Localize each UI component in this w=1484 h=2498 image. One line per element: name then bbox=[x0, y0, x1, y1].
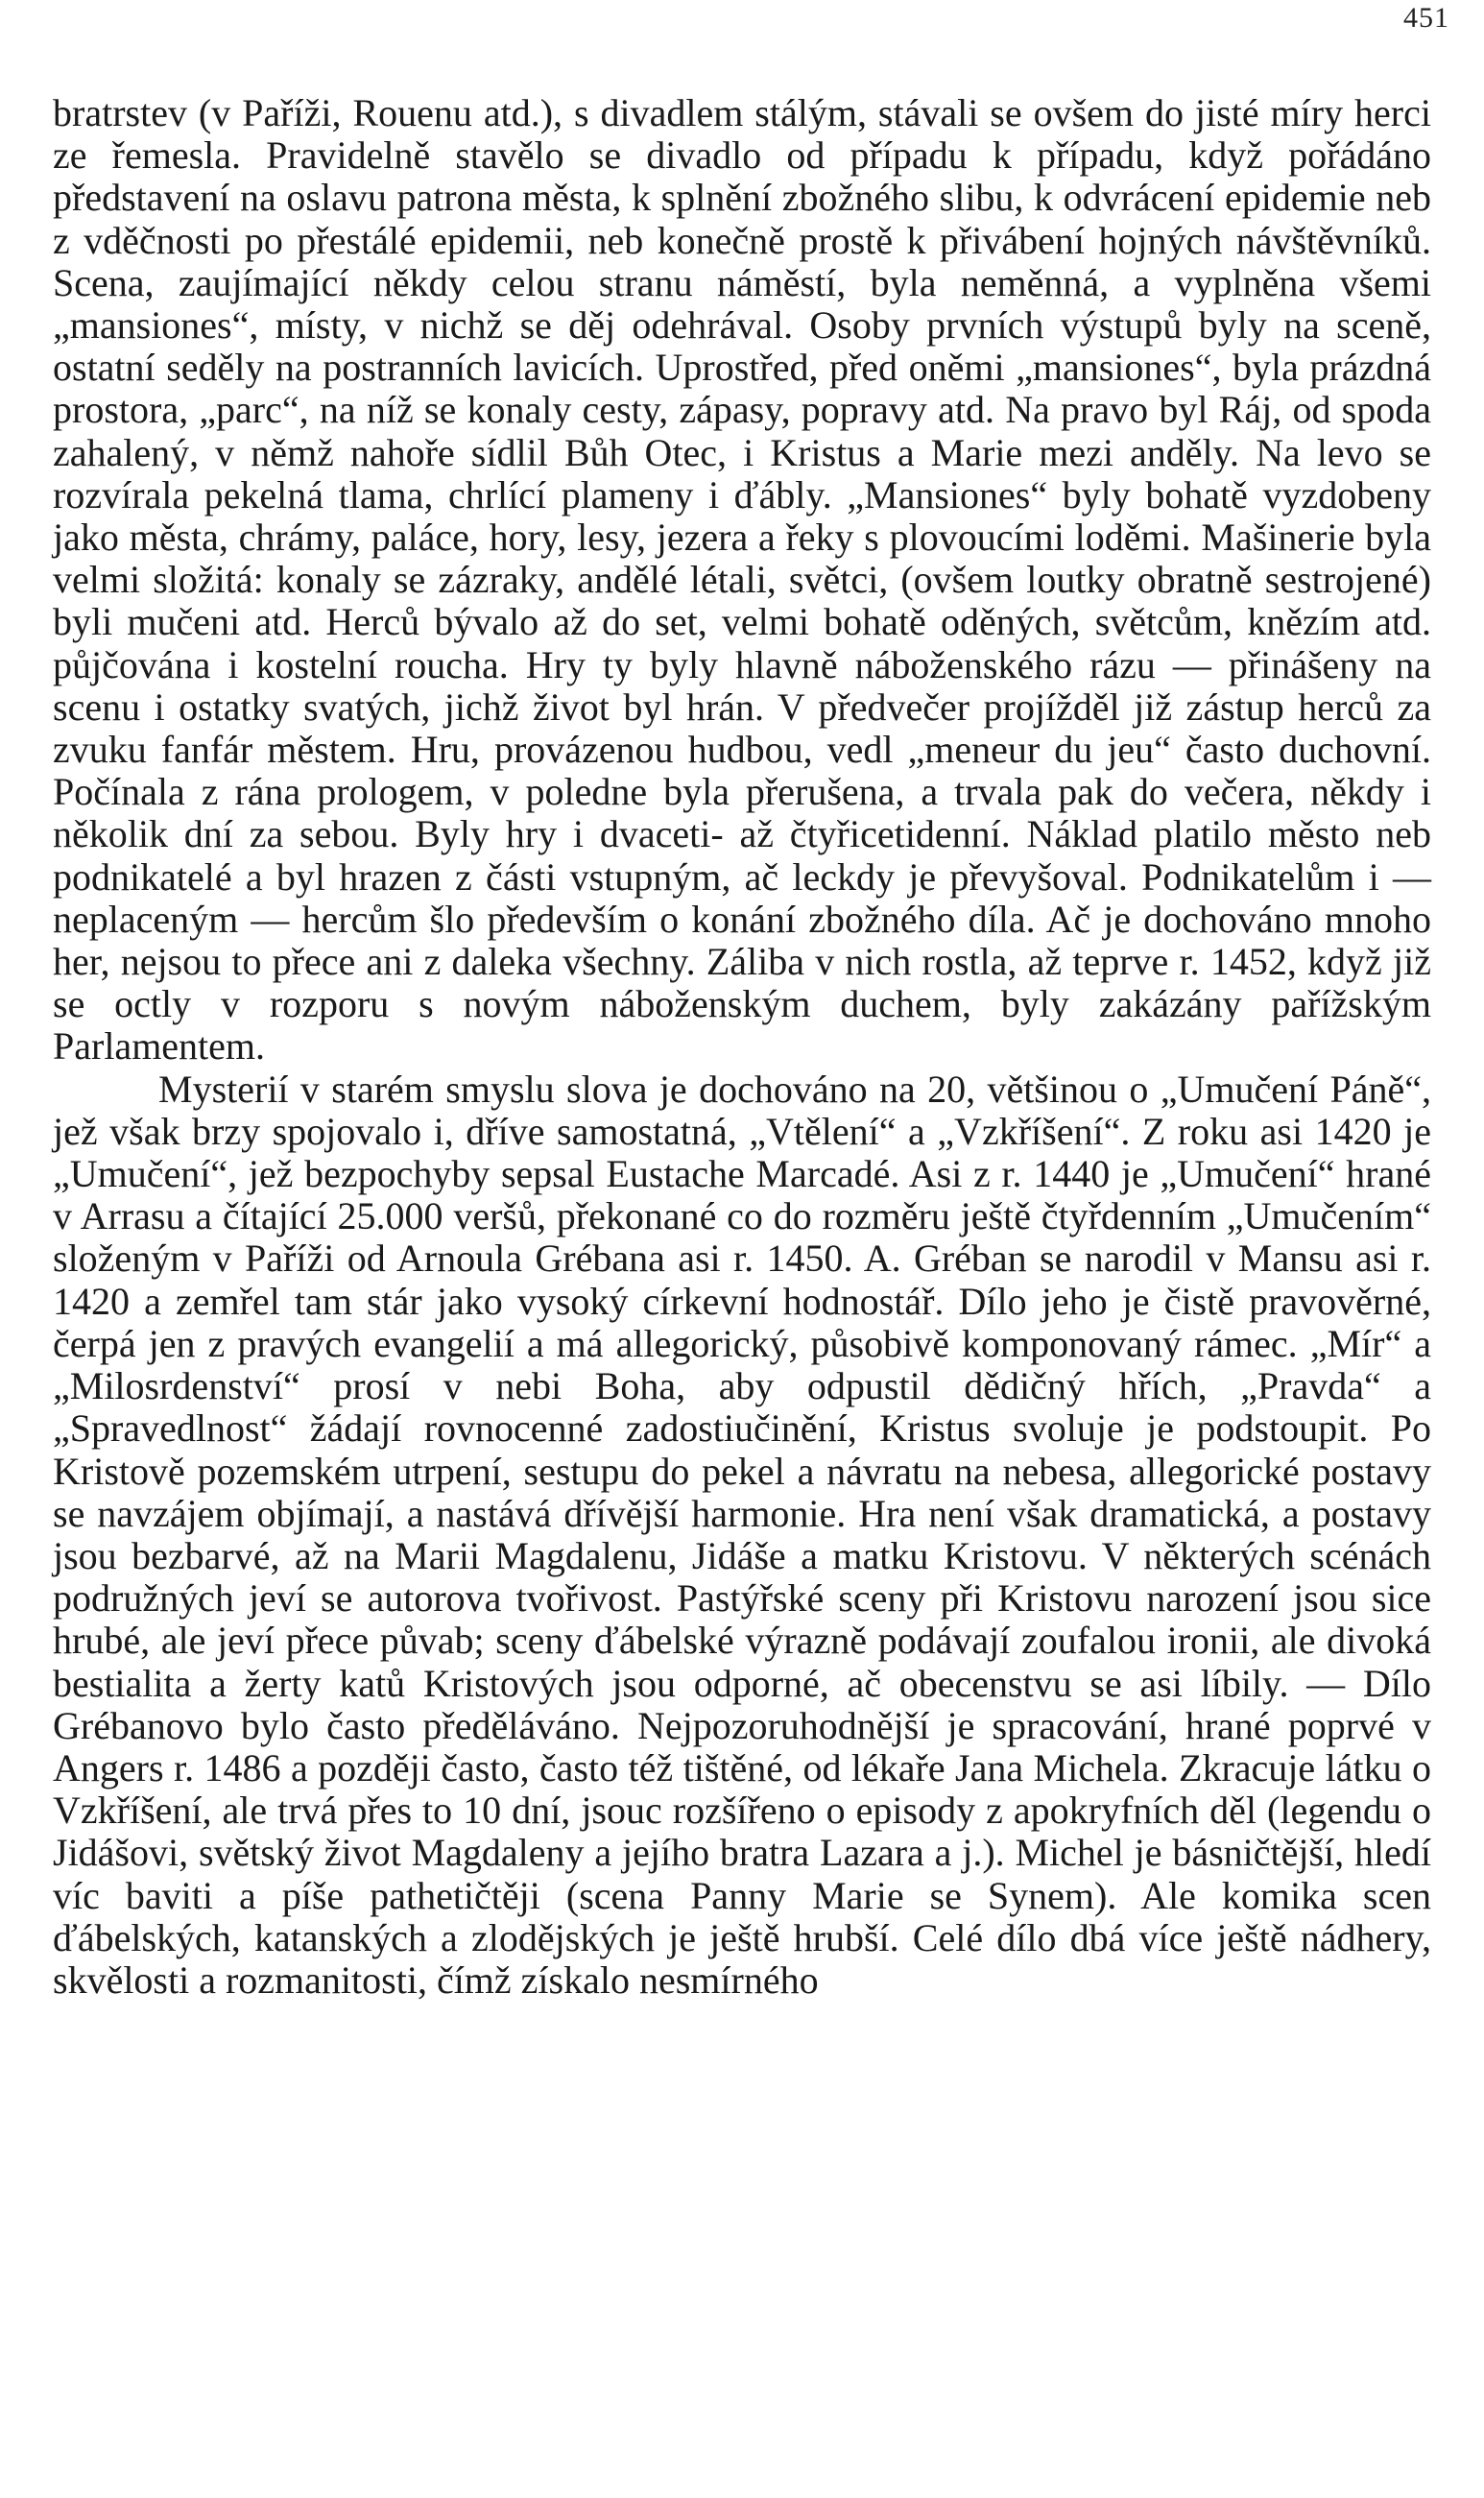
paragraph-2: Mysterií v starém smyslu slova je dochováno na 20, většinou o „Umučení Páně“, jež však brzy spojovalo i, dříve samostatná, „Vtělení“ a „Vzkříšení“. Z roku asi 1420 je „Umučení“, jež bezpochyby sepsal Eustache Marcadé. Asi z r. 1440 je „Umučení“ hrané v Arrasu a čítající 25.000 veršů, překonané co do rozměru ještě čtyřdenním „Umučením“ složeným v Paříži od Arnoula Grébana asi r. 1450. A. Gréban se narodil v Mansu asi r. 1420 a zemřel tam stár jako vysoký církevní hodnostář. Dílo jeho je čistě pravověrné, čerpá jen z pravých evangelií a má allegorický, působivě komponovaný rámec. „Mír“ a „Milosrdenství“ prosí v nebi Boha, aby odpustil dědičný hřích, „Pravda“ a „Spravedlnost“ žádají rovnocenné zadostiučinění, Kristus svoluje je podstoupit. Po Kristově pozemském utrpení, sestupu do pekel a návratu na nebesa, allegorické postavy se navzájem objímají, a nastává dřívější harmonie. Hra není však dramatická, a postavy jsou bezbarvé, až na Marii Magdalenu, Jidáše a matku Kristovu. V některých scénách podružných jeví se autorova tvořivost. Pastýřské sceny při Kristovu narození jsou sice hrubé, ale jeví přece půvab; sceny ďábelské výrazně podávají zoufalou ironii, ale divoká bestialita a žerty katů Kristových jsou odporné, ač obecenstvu se asi líbily. — Dílo Grébanovo bylo často předěláváno. Nejpozoruhodnější je spracování, hrané poprvé v Angers r. 1486 a později často, často též tištěné, od lékaře Jana Michela. Zkracuje látku o Vzkříšení, ale trvá přes to 10 dní, jsouc rozšířeno o episody z apokryfních děl (legendu o Jidášovi, světský život Magdaleny a jejího bratra Lazara a j.). Michel je básničtější, hledí víc baviti a píše pathetičtěji (scena Panny Marie se Synem). Ale komika scen ďábelských, katanských a zlodějských je ještě hrubší. Celé dílo dbá více ještě nádhery, skvělosti a rozmanitosti, čímž získalo nesmírného bbox=[53, 1067, 1431, 2002]
body-text bbox=[53, 92, 1431, 2002]
page-number: 451 bbox=[1403, 2, 1449, 34]
paragraph-1: bratrstev (v Paříži, Rouenu atd.), s divadlem stálým, stávali se ovšem do jisté míry herci ze řemesla. Pravidelně stavělo se divadlo od případu k případu, když pořádáno představení na oslavu patrona města, k splnění zbožného slibu, k odvrácení epidemie neb z vděčnosti po přestálé epidemii, neb konečně prostě k přivábení hojných návštěvníků. Scena, zaujímající někdy celou stranu náměstí, byla neměnná, a vyplněna všemi „mansiones“, místy, v nichž se děj odehrával. Osoby prvních výstupů byly na sceně, ostatní seděly na postranních lavicích. Uprostřed, před oněmi „mansiones“, byla prázdná prostora, „parc“, na níž se konaly cesty, zápasy, popravy atd. Na pravo byl Ráj, od spoda zahalený, v němž nahoře sídlil Bůh Otec, i Kristus a Marie mezi anděly. Na levo se rozvírala pekelná tlama, chrlící plameny i ďábly. „Mansiones“ byly bohatě vyzdobeny jako města, chrámy, paláce, hory, lesy, jezera a řeky s plovoucími loděmi. Mašinerie byla velmi složitá: konaly se zázraky, andělé létali, světci, (ovšem loutky obratně sestrojené) byli mučeni atd. Herců bývalo až do set, velmi bohatě oděných, světcům, knězím atd. půjčována i kostelní roucha. Hry ty byly hlavně náboženského rázu — přinášeny na scenu i ostatky svatých, jichž život byl hrán. V předvečer projížděl již zástup herců za zvuku fanfár městem. Hru, provázenou hudbou, vedl „meneur du jeu“ často duchovní. Počínala z rána prologem, v poledne byla přerušena, a trvala pak do večera, někdy i několik dní za sebou. Byly hry i dvaceti- až čtyřicetidenní. Náklad platilo město neb podnikatelé a byl hrazen z části vstupným, ač leckdy je převyšoval. Podnikatelům i — neplaceným — hercům šlo především o konání zbožného díla. Ač je dochováno mnoho her, nejsou to přece ani z daleka všechny. Záliba v nich rostla, až teprve r. 1452, když již se octly v rozporu s novým náboženským duchem, byly zakázány pařížským Parlamentem. bbox=[53, 91, 1431, 1069]
